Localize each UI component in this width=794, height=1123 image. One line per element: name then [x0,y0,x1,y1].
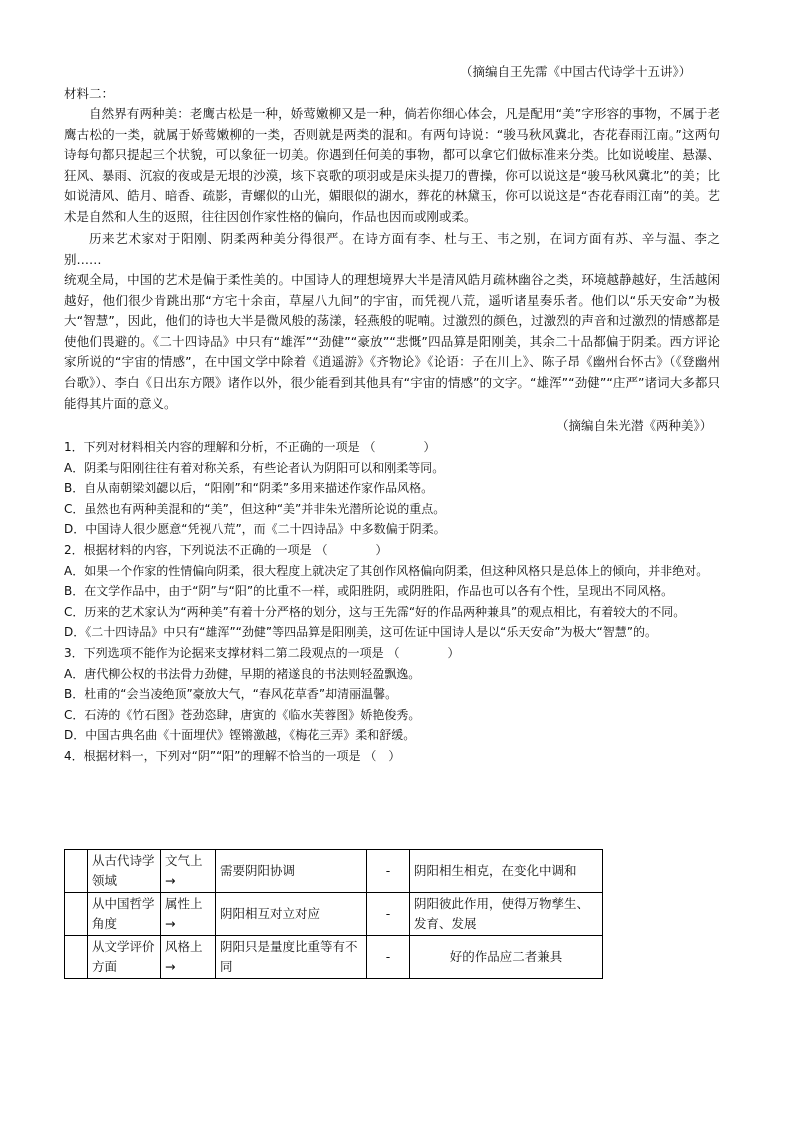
question-3-option-d: D．中国古典名曲《十面埋伏》铿锵激越，《梅花三弄》柔和舒缓。 [64,728,416,743]
table-cell-aspect: 风格上→ [161,936,216,979]
table-cell-arrow [367,936,410,979]
table-cell-blank [65,936,88,979]
question-1-option-c: C．虽然也有两种美混和的“美”，但这种“美”并非朱光潜所论说的重点。 [64,501,446,516]
questions-block [64,437,724,767]
table-cell-domain: 从文学评价方面 [88,936,161,979]
question-1: 1．下列对材料相关内容的理解和分析，不正确的一项是 （ ） [64,440,436,454]
table-cell-arrow [367,893,410,936]
arrow-icon: - [385,949,391,964]
question-1-option-d: D．中国诗人很少愿意“凭视八荒”，而《二十四诗品》中多数偏于阴柔。 [64,522,446,537]
table-cell-aspect: 文气上→ [161,850,216,893]
table-cell-left: 阴阳相互对立对应 [216,893,367,936]
table-cell-right: 阴阳相生相克，在变化中调和 [410,850,603,893]
table-cell-left: 阴阳只是量度比重等有不同 [216,936,367,979]
table-cell-right: 好的作品应二者兼具 [410,936,603,979]
question-1-option-a: A．阴柔与阳刚往往有着对称关系，有些论者认为阴阳可以和刚柔等同。 [64,460,445,475]
question-3-option-c: C．石涛的《竹石图》苍劲恣肆，唐寅的《临水芙蓉图》娇艳俊秀。 [64,707,421,722]
table-cell-arrow [367,850,410,893]
table-cell-domain: 从古代诗学领域 [88,850,161,893]
question-3: 3．下列选项不能作为论据来支撑材料二第二段观点的一项是 （ ） [64,645,460,660]
material-2-paragraph-3: 统观全局，中国的艺术是偏于柔性美的。中国诗人的理想境界大半是清风皓月疏林幽谷之类，环境越静越好，生活越闲越好，他们很少肯跳出那“方宅十余亩，草屋八九间”的宇宙，而凭视八荒，遥听诸星奏乐者。他们以“乐天安命”为极大“智慧”，因此，他们的诗也大半是微风般的荡漾，轻燕般的呢喃。过激烈的颜色，过激烈的声音和过激烈的情感都是使他们畏避的。《二十四诗品》中只有“雄浑”“劲健”“豪放”“悲慨”四品算是阳刚美，其余二十品都偏于阴柔。西方评论家所说的“宇宙的情感”，在中国文学中除着《逍遥游》《齐物论》《论语：子在川上》、陈子昂《幽州台怀古》（《登幽州台歌》）、李白《日出东方隈》诸作以外，很少能看到其他具有“宇宙的情感”的文字。“雄浑”“劲健”“庄严”诸词大多都只能得其片面的意义。 [64,272,720,411]
arrow-icon: - [385,906,391,921]
material-2-label: 材料二： [64,86,115,101]
table-cell-right: 阴阳彼此作用，使得万物孳生、发育、发展 [410,893,603,936]
arrow-icon: - [385,863,391,878]
question-2-option-d: D．《二十四诗品》中只有“雄浑”“劲健”等四品算是阳刚美，这可佐证中国诗人是以“乐天安命”为极大“智慧”的。 [64,625,657,640]
question-2-option-a: A．如果一个作家的性情偏向阴柔，很大程度上就决定了其创作风格偏向阴柔，但这种风格只是总体上的倾向，并非绝对。 [64,563,709,578]
question-3-option-a: A．唐代柳公权的书法骨力劲健，早期的褚遂良的书法则轻盈飘逸。 [64,666,421,681]
table-cell-blank [65,850,88,893]
question-3-option-b: B．杜甫的“会当凌绝顶”豪放大气，“春风花草香”却清丽温馨。 [64,687,398,702]
question-2-option-c: C．历来的艺术家认为“两种美”有着十分严格的划分，这与王先霈“好的作品两种兼具”的观点相比，有着较大的不同。 [64,604,686,619]
source-citation-1: （摘编自王先霈《中国古代诗学十五讲》） [460,64,692,79]
material-2-paragraph-2: 历来艺术家对于阳刚、阴柔两种美分得很严。在诗方面有李、杜与王、韦之别，在词方面有苏、辛与温、李之别…… [64,231,720,267]
question-2: 2．根据材料的内容，下列说法不正确的一项是 （ ） [64,542,388,557]
table-row [65,936,603,979]
table-cell-domain: 从中国哲学角度 [88,893,161,936]
yin-yang-table [64,849,603,979]
table-cell-aspect: 属性上→ [161,893,216,936]
source-citation-2: （摘编自朱光潜《两种美》） [556,418,713,433]
question-4: 4．根据材料一，下列对“阴”“阳”的理解不恰当的一项是 （ ） [64,748,401,763]
question-2-option-b: B．在文学作品中，由于“阴”与“阳”的比重不一样，或阳胜阴，或阴胜阳，作品也可以各有个性，呈现出不同风格。 [64,584,674,599]
material-2-paragraph-1: 自然界有两种美：老鹰古松是一种，娇莺嫩柳又是一种，倘若你细心体会，凡是配用“美”字形容的事物，不属于老鹰古松的一类，就属于娇莺嫩柳的一类，否则就是两类的混和。有两句诗说：“骏马秋风冀北，杏花春雨江南。”这两句诗每句都只提起三个状貌，可以象征一切美。你遇到任何美的事物，都可以拿它们做标准来分类。比如说峻崖、悬瀑、狂风、暴雨、沉寂的夜或是无垠的沙漠，垓下哀歌的项羽或是床头提刀的曹操，你可以说这是“骏马秋风冀北”的美；比如说清风、皓月、暗香、疏影，青螺似的山光，媚眼似的湖水，葬花的林黛玉，你可以说这是“杏花春雨江南”的美。艺术是自然和人生的返照，往往因创作家性格的偏向，作品也因而或刚或柔。 [64,106,720,224]
question-1-option-b: B．自从南朝梁刘勰以后，“阳刚”和“阴柔”多用来描述作家作品风格。 [64,481,434,496]
table-cell-blank [65,893,88,936]
table-cell-left: 需要阴阳协调 [216,850,367,893]
table-row [65,893,603,936]
table-row [65,850,603,893]
